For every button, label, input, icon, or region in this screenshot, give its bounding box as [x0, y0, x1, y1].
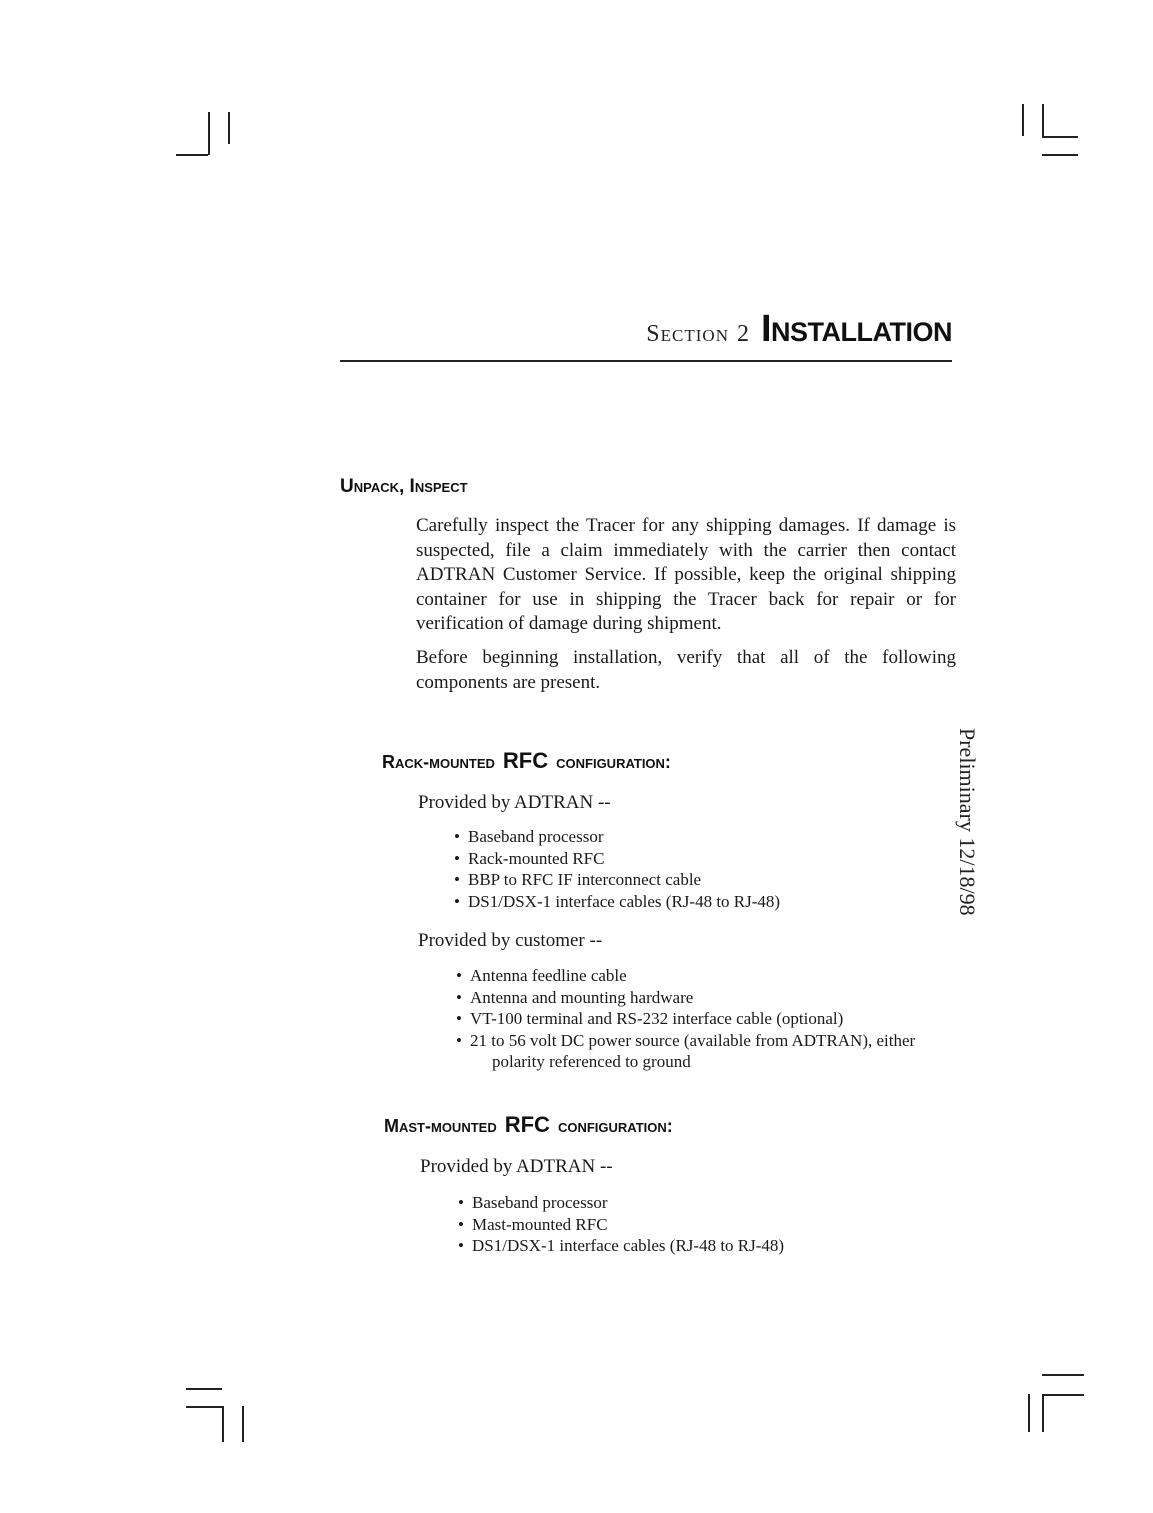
list-item: • DS1/DSX-1 interface cables (RJ-48 to RJ-48) — [454, 891, 781, 911]
rack-heading-pre: Rack-mounted — [382, 752, 495, 772]
crop-mark-bottom-left-h2 — [186, 1406, 222, 1408]
list-item: • Antenna and mounting hardware — [456, 987, 694, 1007]
unpack-paragraph-2: Before beginning installation, verify that all of the following components are present. — [416, 647, 956, 693]
mast-heading-post: configuration: — [557, 1116, 673, 1136]
crop-mark-bottom-right-v2 — [1042, 1394, 1044, 1432]
list-item: • VT-100 terminal and RS-232 interface cable (optional) — [456, 1009, 844, 1028]
bullet-icon: • — [454, 827, 460, 846]
list-item: • 21 to 56 volt DC power source (available from ADTRAN), either polarity referenced to ground — [456, 1030, 916, 1071]
list-item: • Baseband processor — [454, 827, 604, 846]
mast-adtran-lead: Provided by ADTRAN -- — [420, 1156, 613, 1177]
crop-mark-top-right-h1 — [1042, 136, 1078, 138]
rack-customer-lead: Provided by customer -- — [418, 930, 603, 951]
rack-heading-mid: RFC — [502, 748, 549, 773]
bullet-icon: • — [456, 987, 462, 1007]
bullet-icon: • — [456, 966, 462, 985]
chapter-title: Installation — [760, 308, 952, 350]
list-item: • Mast-mounted RFC — [458, 1214, 608, 1234]
header-rule — [340, 360, 952, 362]
bullet-icon: • — [454, 848, 460, 868]
unpack-paragraph-1: Carefully inspect the Tracer for any shipping damages. If damage is suspected, file a claim immediately with the carrier then contact ADTRAN Customer Service. If possible, keep the original shipping container for use in shipping the Tracer back for repair or for verification of damage during shipment. — [416, 515, 956, 634]
list-item: • DS1/DSX-1 interface cables (RJ-48 to RJ-48) — [458, 1236, 785, 1255]
rack-heading-post: configuration: — [556, 752, 671, 772]
crop-mark-bottom-left-v1 — [222, 1406, 224, 1442]
rack-customer-list — [456, 965, 915, 1073]
bullet-icon: • — [454, 891, 460, 911]
list-item: • BBP to RFC IF interconnect cable — [454, 870, 702, 889]
crop-mark-bottom-right-h2 — [1042, 1394, 1084, 1396]
unpack-heading: Unpack, Inspect — [340, 476, 468, 497]
crop-mark-top-left-v2 — [228, 112, 230, 144]
bullet-icon: • — [454, 870, 460, 889]
rack-config-heading — [382, 748, 671, 774]
list-item: • Rack-mounted RFC — [454, 848, 605, 868]
rack-adtran-list — [454, 826, 780, 912]
preliminary-side-note: Preliminary 12/18/98 — [955, 728, 980, 916]
mast-config-heading — [384, 1112, 673, 1138]
section-label: Section — [646, 321, 729, 347]
crop-mark-bottom-left-v2 — [242, 1406, 244, 1442]
bullet-icon: • — [458, 1214, 464, 1234]
crop-mark-top-right-v1 — [1022, 104, 1024, 136]
bullet-icon: • — [456, 1030, 462, 1050]
bullet-icon: • — [458, 1236, 464, 1255]
crop-mark-bottom-left-h1 — [186, 1388, 222, 1390]
list-item: • Antenna feedline cable — [456, 966, 627, 985]
crop-mark-bottom-right-v1 — [1028, 1394, 1030, 1432]
crop-mark-top-right-h2 — [1042, 154, 1078, 156]
bullet-icon: • — [458, 1193, 464, 1212]
mast-adtran-list — [458, 1192, 784, 1257]
mast-heading-mid: RFC — [504, 1112, 550, 1137]
crop-mark-top-left-h — [176, 154, 208, 156]
crop-mark-top-right-v2 — [1042, 104, 1044, 137]
bullet-icon: • — [456, 1009, 462, 1028]
section-header — [340, 308, 952, 351]
list-item: • Baseband processor — [458, 1193, 608, 1212]
mast-heading-pre: Mast-mounted — [384, 1116, 497, 1136]
crop-mark-top-left-v1 — [208, 112, 210, 155]
rack-adtran-lead: Provided by ADTRAN -- — [418, 792, 611, 813]
crop-mark-bottom-right-h1 — [1042, 1374, 1084, 1376]
list-item-continuation: polarity referenced to ground — [492, 1052, 691, 1071]
section-number: 2 — [736, 321, 749, 347]
